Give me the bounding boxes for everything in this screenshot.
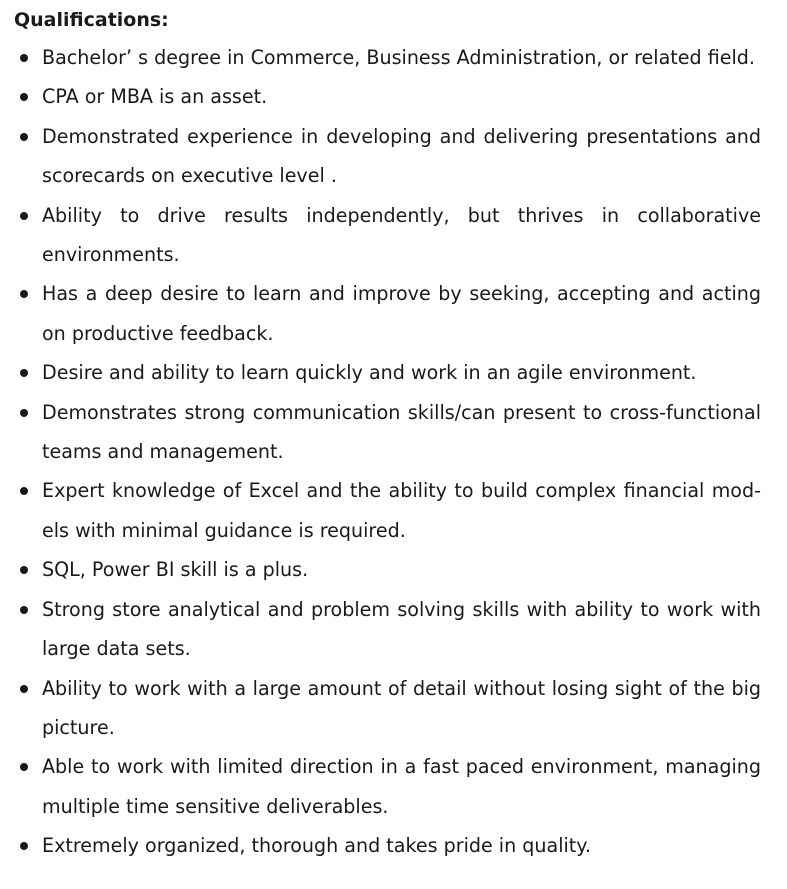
list-item	[14, 117, 761, 196]
list-item	[14, 38, 761, 77]
bullet-icon	[20, 685, 28, 693]
list-item	[14, 393, 761, 472]
list-item	[14, 550, 761, 589]
list-item-text: Demonstrated experience in developing and delivering presentations and scorecards on executive level .	[42, 124, 761, 188]
bullet-icon	[20, 842, 28, 850]
bullet-icon	[20, 566, 28, 574]
bullet-icon	[20, 54, 28, 62]
list-item	[14, 747, 761, 826]
list-item	[14, 590, 761, 669]
bullet-icon	[20, 133, 28, 141]
bullet-icon	[20, 487, 28, 495]
list-item-text: Able to work with limited direction in a fast paced environment, managing multiple time sensitive deliverables.	[42, 755, 761, 818]
bullet-icon	[20, 409, 28, 417]
list-item	[14, 826, 761, 865]
list-item-text: Expert knowledge of Excel and the ability to build complex financial mod-els with minimal guidance is required.	[42, 479, 761, 542]
bullet-icon	[20, 606, 28, 614]
bullet-icon	[20, 212, 28, 220]
list-item	[14, 196, 761, 275]
list-item-text: Bachelor’ s degree in Commerce, Business Administration, or related field.	[42, 46, 755, 69]
list-item-text: Desire and ability to learn quickly and work in an agile environment.	[42, 361, 697, 385]
list-item	[14, 353, 761, 392]
list-item-text: Extremely organized, thorough and takes pride in quality.	[42, 834, 591, 858]
list-item-text: Has a deep desire to learn and improve by seeking, accepting and acting on productive feedback.	[42, 282, 761, 345]
list-item-text: Ability to drive results independently, but thrives in collaborative environments.	[42, 203, 761, 267]
list-item-text: CPA or MBA is an asset.	[42, 85, 268, 109]
list-item	[14, 77, 761, 116]
qualifications-list	[14, 38, 761, 866]
list-item	[14, 471, 761, 550]
bullet-icon	[20, 93, 28, 101]
list-item-text: Demonstrates strong communication skills/can present to cross-functional teams and management.	[42, 400, 761, 464]
bullet-icon	[20, 290, 28, 298]
list-item	[14, 274, 761, 353]
section-heading: Qualifications:	[14, 9, 169, 31]
bullet-icon	[20, 369, 28, 377]
list-item-text: Ability to work with a large amount of detail without losing sight of the big picture.	[42, 676, 761, 739]
bullet-icon	[20, 763, 28, 771]
list-item-text: SQL, Power BI skill is a plus.	[42, 558, 309, 582]
list-item	[14, 669, 761, 748]
list-item-text: Strong store analytical and problem solving skills with ability to work with large data sets.	[42, 597, 761, 661]
